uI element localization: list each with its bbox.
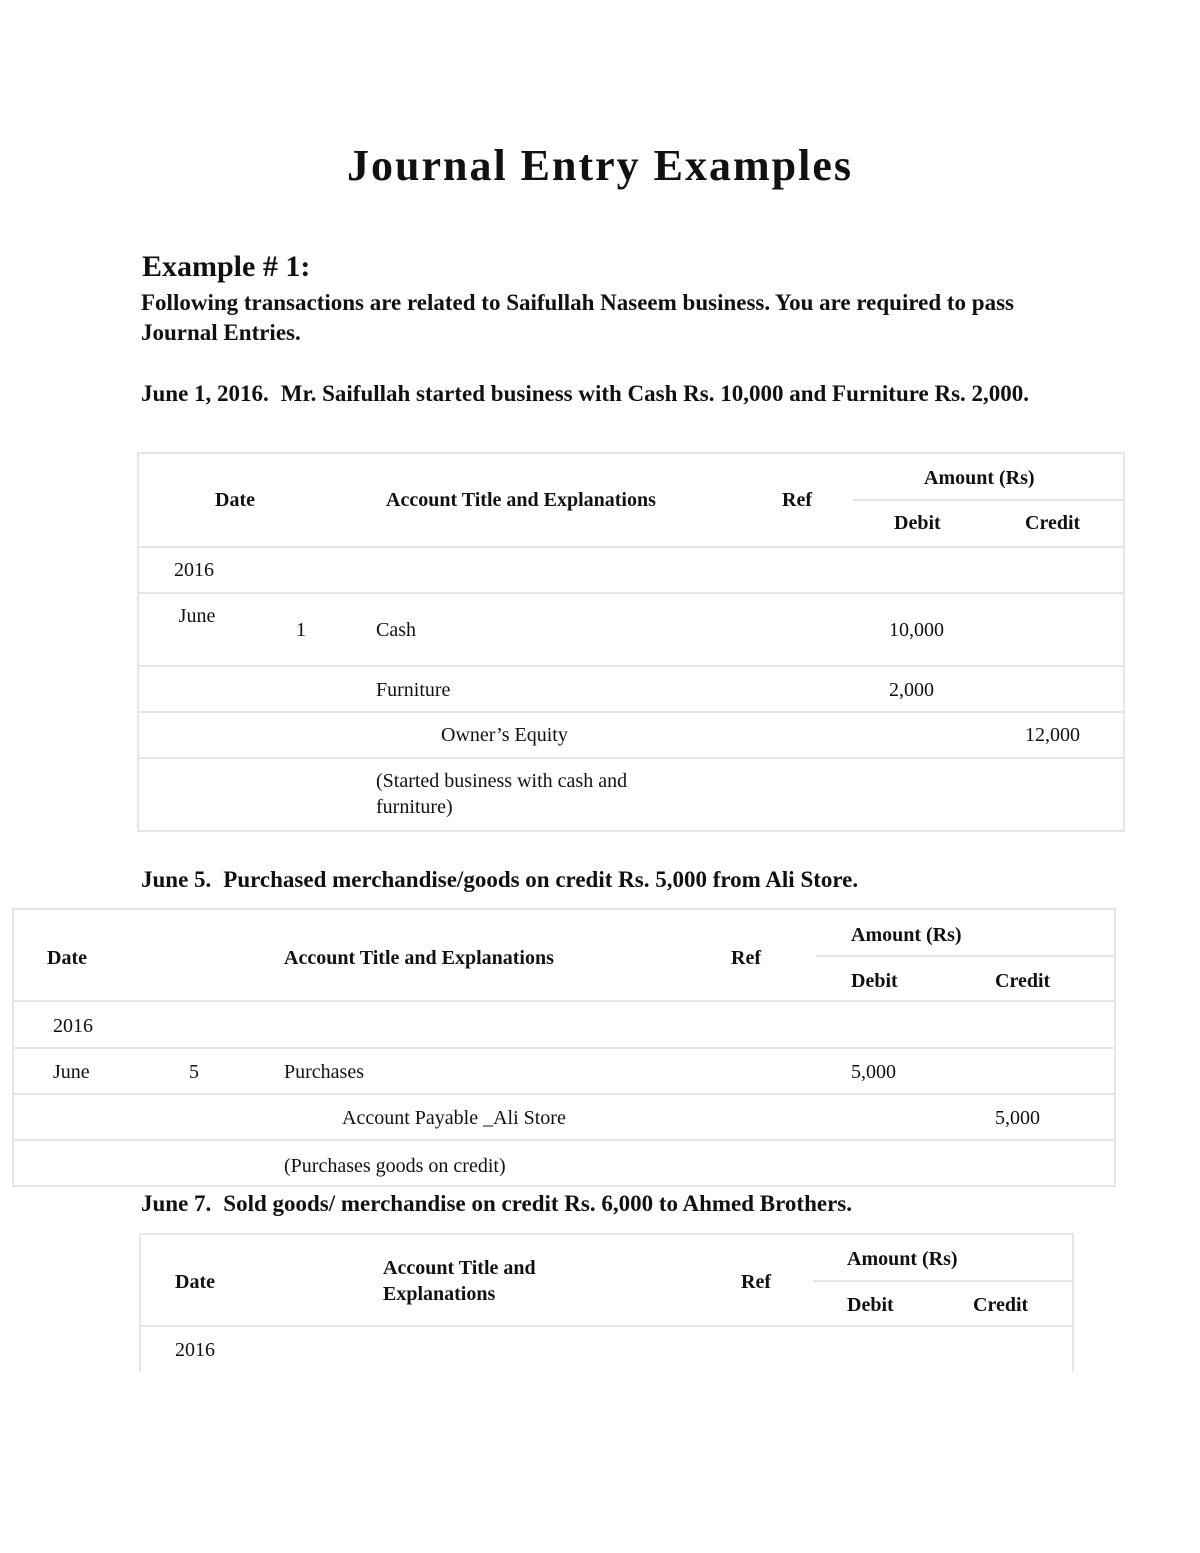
account-cell: Furniture xyxy=(376,679,451,701)
header-ref: Ref xyxy=(741,1271,771,1293)
account-cell: Account Payable _Ali Store xyxy=(342,1107,566,1129)
year-cell: 2016 xyxy=(53,1015,93,1037)
year-cell: 2016 xyxy=(175,1339,215,1361)
transaction-1-text: Mr. Saifullah started business with Cash Rs. 10,000 and Furniture Rs. 2,000. xyxy=(280,381,1030,406)
page-title: Journal Entry Examples xyxy=(346,141,854,190)
month-cell: June xyxy=(53,1061,90,1083)
transaction-3-date: June 7. xyxy=(141,1191,212,1216)
header-account: Account Title and Explanations xyxy=(386,489,656,511)
header-amount: Amount (Rs) xyxy=(851,924,962,946)
transaction-2-description xyxy=(141,864,1041,895)
transaction-2-date: June 5. xyxy=(141,867,212,892)
debit-cell: 2,000 xyxy=(889,679,934,701)
header-divider xyxy=(853,499,1123,501)
table-header xyxy=(14,910,1114,1002)
account-cell: Cash xyxy=(376,619,416,641)
journal-table-1 xyxy=(137,452,1125,832)
header-account: Account Title and Explanations xyxy=(383,1257,536,1305)
table-row xyxy=(139,759,1123,830)
day-cell: 5 xyxy=(189,1061,199,1083)
account-cell: Owner’s Equity xyxy=(441,724,568,746)
header-credit: Credit xyxy=(1025,512,1081,534)
header-divider xyxy=(813,1280,1072,1282)
transaction-3-text: Sold goods/ merchandise on credit Rs. 6,000 to Ahmed Brothers. xyxy=(223,1191,853,1216)
table-row xyxy=(14,1095,1114,1141)
journal-table-2 xyxy=(12,908,1116,1187)
credit-cell: 5,000 xyxy=(995,1107,1040,1129)
transaction-3-description xyxy=(141,1188,1041,1219)
page-bottom-whitespace xyxy=(0,1372,1200,1553)
account-cell: Purchases xyxy=(284,1061,364,1083)
table-row xyxy=(14,1002,1114,1049)
header-ref: Ref xyxy=(731,947,761,969)
transaction-1-description xyxy=(141,378,1061,409)
table-row xyxy=(139,548,1123,594)
header-ref: Ref xyxy=(782,489,812,511)
header-credit: Credit xyxy=(995,970,1051,992)
header-amount: Amount (Rs) xyxy=(847,1248,958,1270)
header-date: Date xyxy=(47,947,87,969)
header-divider xyxy=(816,955,1114,957)
header-debit: Debit xyxy=(894,512,941,534)
month-cell: June xyxy=(178,605,216,627)
transaction-2-text: Purchased merchandise/goods on credit Rs. 5,000 from Ali Store. xyxy=(223,867,859,892)
debit-cell: 5,000 xyxy=(851,1061,896,1083)
debit-cell: 10,000 xyxy=(889,619,944,641)
header-credit: Credit xyxy=(973,1294,1029,1316)
table-row xyxy=(14,1141,1114,1187)
year-cell: 2016 xyxy=(174,559,214,581)
table-row xyxy=(139,667,1123,713)
example-heading: Example # 1: xyxy=(142,250,311,283)
header-amount: Amount (Rs) xyxy=(924,467,1035,489)
table-row xyxy=(139,594,1123,667)
table-header xyxy=(141,1235,1072,1327)
header-date: Date xyxy=(215,489,255,511)
day-cell: 1 xyxy=(296,619,306,641)
table-header xyxy=(139,454,1123,548)
table-row xyxy=(14,1049,1114,1095)
example-intro: Following transactions are related to Saifullah Naseem business. You are required to pass Journal Entries. xyxy=(141,290,1014,345)
narration-cell: (Started business with cash and furniture) xyxy=(376,770,628,818)
narration-cell: (Purchases goods on credit) xyxy=(284,1155,506,1177)
transaction-1-date: June 1, 2016. xyxy=(141,381,269,406)
header-date: Date xyxy=(175,1271,215,1293)
header-debit: Debit xyxy=(851,970,898,992)
header-debit: Debit xyxy=(847,1294,894,1316)
credit-cell: 12,000 xyxy=(1025,724,1080,746)
header-account: Account Title and Explanations xyxy=(284,947,554,969)
table-row xyxy=(139,713,1123,759)
